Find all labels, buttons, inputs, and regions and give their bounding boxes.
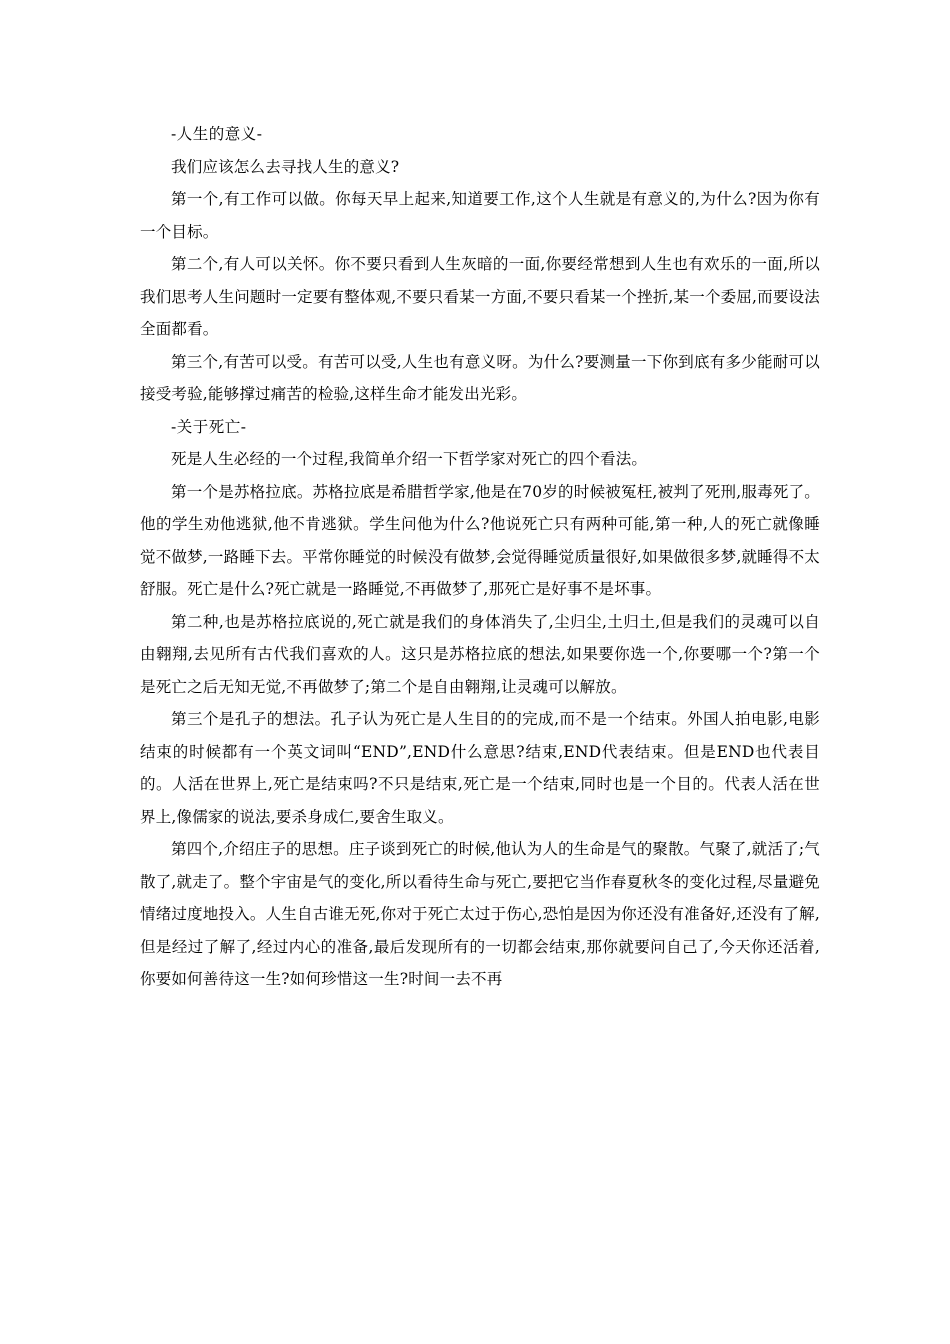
paragraph-first-work: 第一个,有工作可以做。你每天早上起来,知道要工作,这个人生就是有意义的,为什么?因为你有一个目标。: [140, 190, 820, 241]
paragraph-zhuangzi: 第四个,介绍庄子的思想。庄子谈到死亡的时候,他认为人的生命是气的聚散。气聚了,就活了;气散了,就走了。整个宇宙是气的变化,所以看待生命与死亡,要把它当作春夏秋冬的变化过程,尽量避免情绪过度地投入。人生自古谁无死,你对于死亡太过于伤心,恐怕是因为你还没有准备好,还没有了解,但是经过了解了,经过内心的准备,最后发现所有的一切都会结束,那你就要问自己了,今天你还活着,你要如何善待这一生?如何珍惜这一生?时间一去不再: [140, 840, 820, 988]
paragraph-death-intro: 死是人生必经的一个过程,我简单介绍一下哲学家对死亡的四个看法。: [171, 450, 648, 468]
paragraph-second-view: 第二种,也是苏格拉底说的,死亡就是我们的身体消失了,尘归尘,土归土,但是我们的灵魂可以自由翱翔,去见所有古代我们喜欢的人。这只是苏格拉底的想法,如果要你选一个,你要哪一个?第一个是死亡之后无知无觉,不再做梦了;第二个是自由翱翔,让灵魂可以解放。: [140, 612, 820, 696]
document-body: [140, 118, 820, 996]
paragraph-socrates: 第一个是苏格拉底。苏格拉底是希腊哲学家,他是在70岁的时候被冤枉,被判了死刑,服毒死了。他的学生劝他逃狱,他不肯逃狱。学生问他为什么?他说死亡只有两种可能,第一种,人的死亡就像睡觉不做梦,一路睡下去。平常你睡觉的时候没有做梦,会觉得睡觉质量很好,如果做很多梦,就睡得不太舒服。死亡是什么?死亡就是一路睡觉,不再做梦了,那死亡是好事不是坏事。: [140, 482, 820, 598]
section-heading-meaning-of-life: -人生的意义-: [171, 125, 263, 143]
paragraph-third-suffering: 第三个,有苦可以受。有苦可以受,人生也有意义呀。为什么?要测量一下你到底有多少能耐可以接受考验,能够撑过痛苦的检验,这样生命才能发出光彩。: [140, 352, 820, 403]
section-heading-about-death: -关于死亡-: [171, 417, 247, 436]
paragraph-confucius: 第三个是孔子的想法。孔子认为死亡是人生目的的完成,而不是一个结束。外国人拍电影,电影结束的时候都有一个英文词叫“END”,END什么意思?结束,END代表结束。但是END也代表目的。人活在世界上,死亡是结束吗?不只是结束,死亡是一个结束,同时也是一个目的。代表人活在世界上,像儒家的说法,要杀身成仁,要舍生取义。: [140, 710, 820, 826]
paragraph-question: 我们应该怎么去寻找人生的意义?: [171, 157, 400, 176]
paragraph-second-care: 第二个,有人可以关怀。你不要只看到人生灰暗的一面,你要经常想到人生也有欢乐的一面,所以我们思考人生问题时一定要有整体观,不要只看某一方面,不要只看某一个挫折,某一个委屈,而要设法全面都看。: [140, 255, 820, 338]
